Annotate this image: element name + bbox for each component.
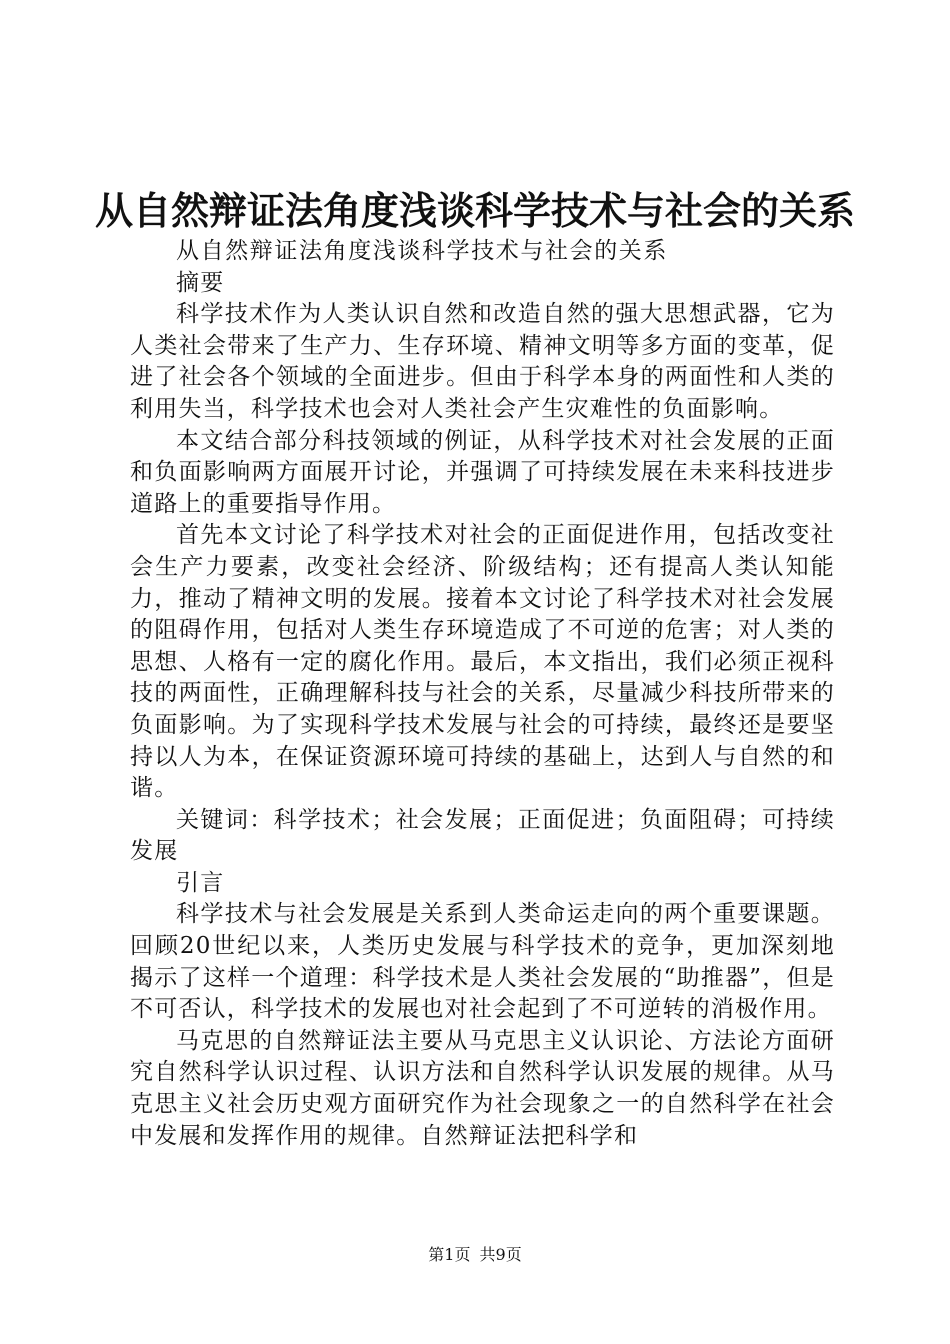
page-total: 共9页 xyxy=(479,1245,522,1264)
introduction-heading: 引言 xyxy=(176,869,225,896)
document-body xyxy=(130,236,835,1152)
introduction-paragraph-2: 马克思的自然辩证法主要从马克思主义认识论、方法论方面研究自然科学认识过程、认识方法和自然科学认识发展的规律。从马克思主义社会历史观方面研究作为社会现象之一的自然科学在社会中发展和发挥作用的规律。自然辩证法把科学和 xyxy=(130,1027,835,1149)
document-title: 从自然辩证法角度浅谈科学技术与社会的关系 xyxy=(94,189,855,233)
introduction-paragraph-1: 科学技术与社会发展是关系到人类命运走向的两个重要课题。回顾20世纪以来，人类历史发展与科学技术的竞争，更加深刻地揭示了这样一个道理：科学技术是人类社会发展的“助推器”，但是不可否认，科学技术的发展也对社会起到了不可逆转的消极作用。 xyxy=(130,901,835,1023)
page-footer xyxy=(0,1244,950,1266)
abstract-paragraph-1: 科学技术作为人类认识自然和改造自然的强大思想武器，它为人类社会带来了生产力、生存环境、精神文明等多方面的变革，促进了社会各个领域的全面进步。但由于科学本身的两面性和人类的利用失当，科学技术也会对人类社会产生灾难性的负面影响。 xyxy=(130,301,835,422)
abstract-heading: 摘要 xyxy=(176,269,225,296)
abstract-paragraph-2: 本文结合部分科技领域的例证，从科学技术对社会发展的正面和负面影响两方面展开讨论，并强调了可持续发展在未来科技进步道路上的重要指导作用。 xyxy=(130,427,835,517)
abstract-paragraph-3: 首先本文讨论了科学技术对社会的正面促进作用，包括改变社会生产力要素，改变社会经济、阶级结构；还有提高人类认知能力，推动了精神文明的发展。接着本文讨论了科学技术对社会发展的阻碍作用，包括对人类生存环境造成了不可逆的危害；对人类的思想、人格有一定的腐化作用。最后，本文指出，我们必须正视科技的两面性，正确理解科技与社会的关系，尽量减少科技所带来的负面影响。为了实现科学技术发展与社会的可持续，最终还是要坚持以人为本，在保证资源环境可持续的基础上，达到人与自然的和谐。 xyxy=(130,522,835,802)
body-subtitle: 从自然辩证法角度浅谈科学技术与社会的关系 xyxy=(176,238,668,264)
keywords-paragraph: 关键词：科学技术；社会发展；正面促进；负面阻碍；可持续发展 xyxy=(130,806,835,865)
page-number: 第1页 xyxy=(428,1245,471,1264)
